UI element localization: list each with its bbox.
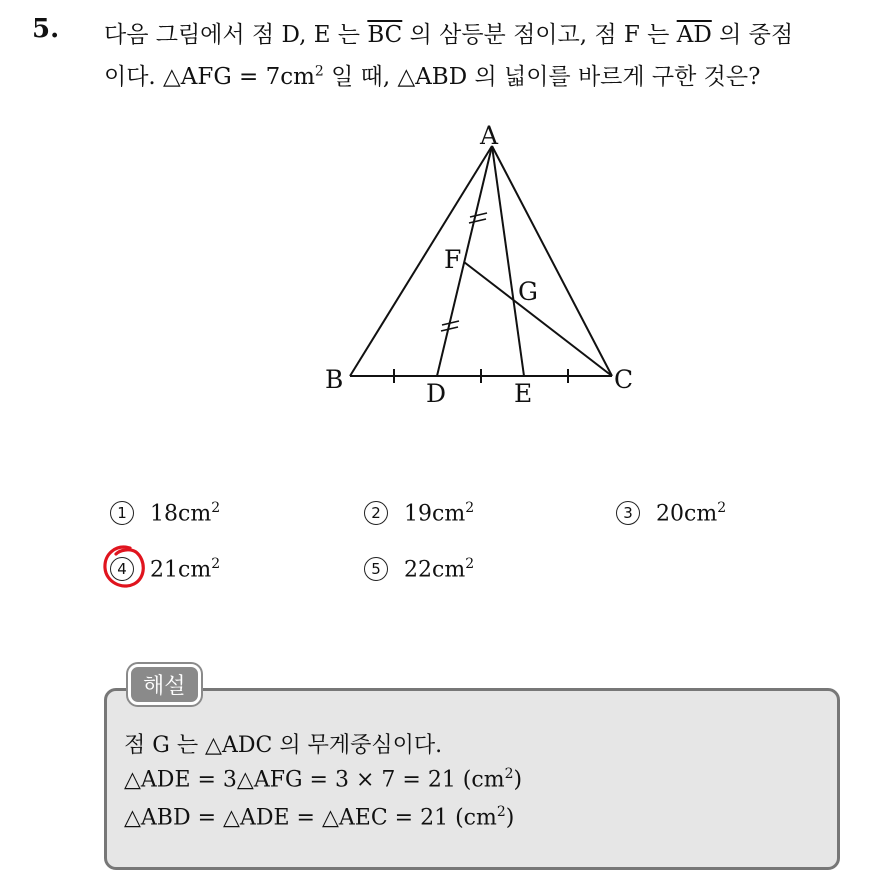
question-text-part: 일 때, △ABD 의 넓이를 바르게 구한 것은? xyxy=(323,64,761,90)
solution-text-part: △ADE = 3△AFG = 3 × 7 = 21 (cm xyxy=(124,767,505,793)
superscript: 2 xyxy=(504,766,514,782)
choice-value: 18cm xyxy=(150,501,212,527)
choice-number: 4 xyxy=(110,557,134,581)
solution-line-3 xyxy=(124,804,514,830)
label-e: E xyxy=(514,379,533,408)
superscript: 2 xyxy=(211,556,221,572)
equal-mark xyxy=(469,219,486,223)
label-f: F xyxy=(444,245,462,274)
choice-1[interactable] xyxy=(110,500,220,526)
question-text-part: 의 중점 xyxy=(711,22,794,48)
choice-value: 19cm xyxy=(404,501,466,527)
superscript: 2 xyxy=(465,500,475,516)
segment-bc: $\overline{BC}$ xyxy=(367,22,403,48)
choice-3[interactable] xyxy=(616,500,726,526)
choice-number: 1 xyxy=(110,501,134,525)
segment-ac xyxy=(492,146,612,376)
label-d: D xyxy=(426,379,447,408)
solution-text-part: ) xyxy=(505,805,515,831)
segment-ab xyxy=(350,146,492,376)
segment-fc-line xyxy=(464,262,612,376)
answer-circle-mark xyxy=(96,540,156,596)
question-text-part: 다음 그림에서 점 D, E 는 xyxy=(104,22,368,48)
segment-ad: $\overline{AD}$ xyxy=(676,22,712,48)
superscript: 2 xyxy=(496,804,506,820)
solution-text-part: △ABD = △ADE = △AEC = 21 (cm xyxy=(124,805,497,831)
superscript: 2 xyxy=(211,500,221,516)
equal-mark xyxy=(470,213,487,217)
choice-number: 3 xyxy=(616,501,640,525)
solution-line-1: 점 G 는 △ADC 의 무게중심이다. xyxy=(124,733,443,758)
label-c: C xyxy=(614,365,634,394)
choice-5[interactable] xyxy=(364,556,474,582)
superscript: 2 xyxy=(465,556,475,572)
question-text-part: 의 삼등분 점이고, 점 F 는 xyxy=(402,22,677,48)
solution-line-2 xyxy=(124,766,522,792)
choice-value: 20cm xyxy=(656,501,718,527)
label-g: G xyxy=(518,277,538,306)
superscript: 2 xyxy=(314,63,324,80)
solution-text-part: ) xyxy=(513,767,523,793)
choice-value: 22cm xyxy=(404,557,466,583)
segment-ae-line xyxy=(492,146,524,376)
question-text-part: 이다. △AFG = 7cm xyxy=(104,64,315,90)
choice-number: 2 xyxy=(364,501,388,525)
question-number: 5. xyxy=(32,14,60,44)
choice-2[interactable] xyxy=(364,500,474,526)
label-a: A xyxy=(480,121,499,150)
superscript: 2 xyxy=(717,500,727,516)
choice-value: 21cm xyxy=(150,557,212,583)
label-b: B xyxy=(325,365,344,394)
choice-number: 5 xyxy=(364,557,388,581)
solution-tag: 해설 xyxy=(128,664,201,705)
